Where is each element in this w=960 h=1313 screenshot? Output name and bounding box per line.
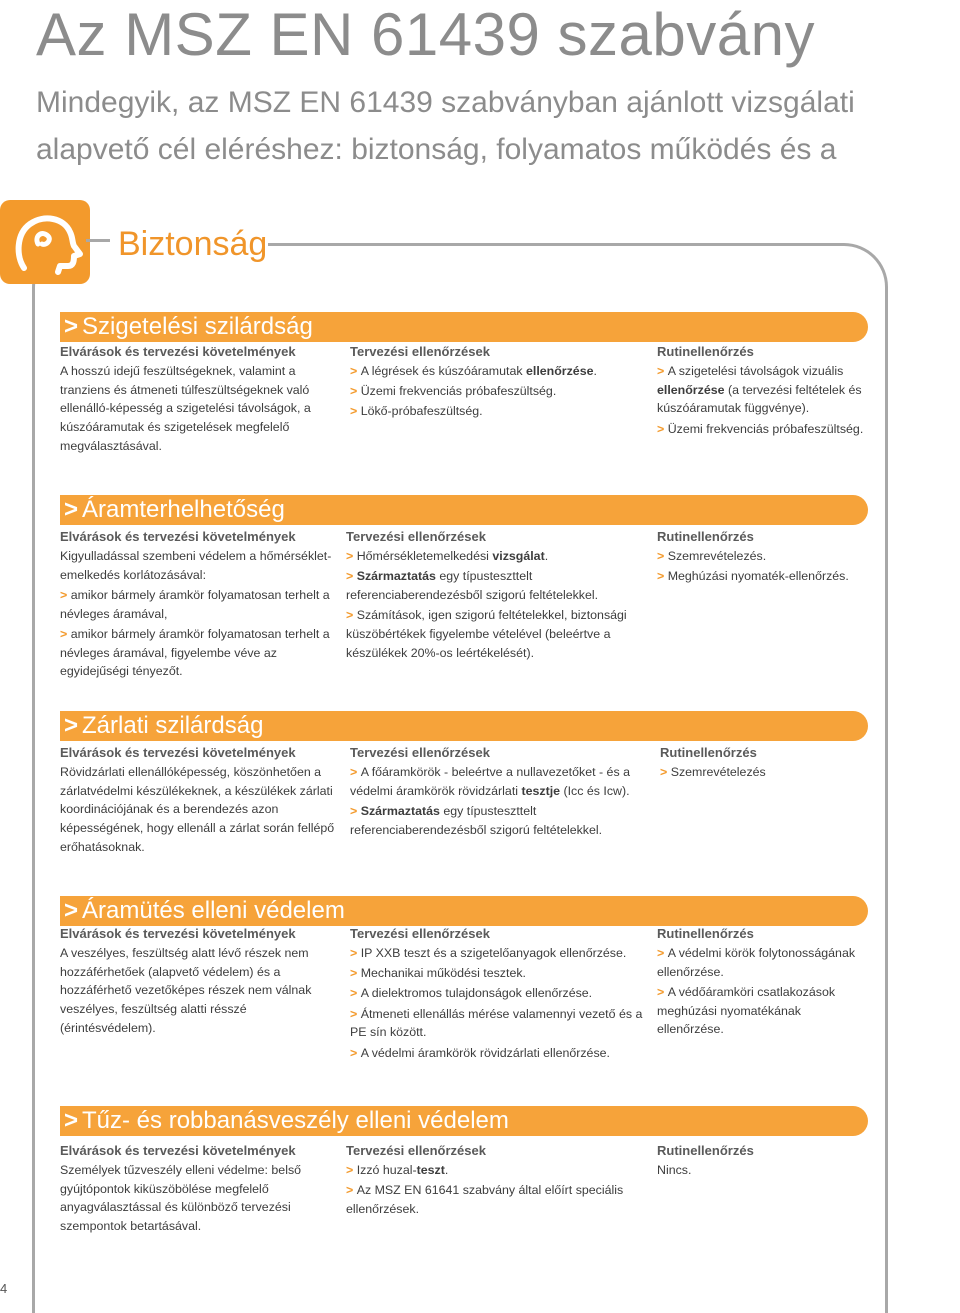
list-item [657, 362, 867, 418]
bullet-arrow: > [350, 404, 361, 419]
text-run: Üzemi frekvenciás próbafeszültség. [360, 384, 557, 399]
list-item [60, 625, 335, 681]
column-cell-2 [346, 547, 636, 664]
bullet-arrow: > [657, 984, 668, 999]
block-heading: Zárlati szilárdság [82, 712, 264, 739]
heading-arrow: > [64, 496, 79, 523]
column-cell-2 [350, 944, 650, 1064]
list-item [60, 547, 335, 584]
bullet-arrow: > [350, 803, 361, 818]
text-run: A veszélyes, feszültség alatt lévő részek nem hozzáférhetőek (alapvető védelem) és a hozzáférhető vezetőképes részek nem válnak veszélyes, feszültség alatti résszé (érintésvédelem). [60, 946, 312, 1035]
text-run: amikor bármely áramkör folyamatosan terhelt a névleges áramával, [60, 587, 330, 621]
column-header-2: Tervezési ellenőrzések [350, 344, 490, 359]
text-run: Nincs. [657, 1163, 692, 1177]
bullet-arrow: > [350, 986, 361, 1001]
bullet-arrow: > [657, 364, 668, 378]
text-run: (Icc és Icw). [560, 783, 630, 798]
text-run: . [593, 364, 597, 378]
column-header-3: Rutinellenőrzés [657, 1143, 754, 1158]
text-run: Személyek tűzveszély elleni védelme: belső gyújtópontok kiküszöbölése megfelelő anyagválasztással és különböző tervezési szempontok betartásával. [60, 1163, 302, 1234]
text-run: A védelmi áramkörök rövidzárlati ellenőrzése. [360, 1045, 610, 1060]
list-item [346, 1181, 636, 1218]
list-item [60, 586, 335, 623]
column-cell-3 [657, 547, 867, 587]
bullet-arrow: > [350, 765, 361, 779]
column-header-2: Tervezési ellenőrzések [346, 529, 486, 544]
bullet-arrow: > [657, 421, 668, 436]
bullet-arrow: > [657, 569, 668, 584]
text-run: A légrések és kúszóáramutak [360, 364, 526, 378]
text-run: Származtatás [360, 803, 440, 818]
column-header-2: Tervezési ellenőrzések [350, 745, 490, 760]
column-cell-3 [657, 362, 867, 440]
text-run: Lökő-próbafeszültség. [360, 404, 483, 419]
list-item [350, 944, 650, 963]
text-run: Szemrevételezés. [667, 549, 767, 563]
page-title: Az MSZ EN 61439 szabvány [36, 1, 816, 68]
column-header-3: Rutinellenőrzés [657, 926, 754, 941]
block-heading-bar [60, 495, 868, 525]
bullet-arrow: > [660, 765, 671, 779]
text-run: Rövidzárlati ellenállóképesség, köszönhetően a zárlatvédelmi készülékeknek, a készülékek zárlati koordinációjának és a berendezés azon képességének, hogy ellenáll a zárlat során fellépő erőhatásoknak. [60, 765, 335, 854]
text-run: Izzó huzal- [356, 1163, 417, 1177]
text-run: amikor bármely áramkör folyamatosan terhelt a névleges áramával, figyelembe véve az egyidejűségi tényezőt. [60, 626, 330, 679]
text-run: Átmeneti ellenállás mérése valamennyi vezető és a PE sín között. [350, 1006, 643, 1040]
list-item [346, 1161, 636, 1180]
block-heading: Tűz- és robbanásveszély elleni védelem [82, 1107, 509, 1134]
text-run: A hosszú idejű feszültségeknek, valamint a tranziens és átmeneti túlfeszültségeknek való ellenálló-képesség a szigetelési távolságok, a kúszóáramutak és szigetelések megfelelő megválasztásával. [60, 364, 311, 453]
lead-text-line-2: alapvető cél eléréshez: biztonság, folyamatos működés és a [36, 133, 837, 166]
list-item [657, 944, 857, 981]
list-item [660, 763, 870, 782]
text-run: Meghúzási nyomaték-ellenőrzés. [667, 569, 849, 584]
list-item [657, 567, 867, 586]
text-run: (a tervezési feltételek és kúszóáramutak függvénye). [657, 382, 862, 416]
list-item [60, 1161, 310, 1236]
block-heading-bar [60, 1106, 868, 1136]
column-header-2: Tervezési ellenőrzések [346, 1143, 486, 1158]
column-header-1: Elvárások és tervezési követelmények [60, 745, 296, 760]
column-header-3: Rutinellenőrzés [657, 529, 754, 544]
list-item [346, 606, 636, 662]
bullet-arrow: > [60, 587, 71, 602]
bullet-arrow: > [350, 1006, 361, 1021]
text-run: vizsgálat [492, 549, 545, 563]
heading-arrow: > [64, 897, 79, 924]
section-title: Biztonság [118, 225, 268, 263]
column-header-1: Elvárások és tervezési követelmények [60, 1143, 296, 1158]
list-item [657, 547, 867, 566]
column-header-1: Elvárások és tervezési követelmények [60, 344, 296, 359]
text-run: tesztje [521, 783, 561, 798]
list-item [657, 420, 867, 439]
text-run: A védőáramköri csatlakozások meghúzási nyomatékának ellenőrzése. [657, 984, 836, 1037]
list-item [350, 1005, 650, 1042]
column-cell-2 [346, 1161, 636, 1220]
text-run: Származtatás [356, 569, 436, 584]
text-run: Szemrevételezés [670, 765, 766, 779]
bullet-arrow: > [346, 608, 357, 623]
column-cell-1 [60, 362, 330, 457]
column-header-3: Rutinellenőrzés [657, 344, 754, 359]
block-heading: Szigetelési szilárdság [82, 313, 313, 340]
column-cell-2 [350, 362, 640, 423]
column-header-1: Elvárások és tervezési követelmények [60, 529, 296, 544]
page-number: 4 [0, 1281, 8, 1296]
block-heading-bar [60, 711, 868, 741]
column-header-2: Tervezési ellenőrzések [350, 926, 490, 941]
list-item [350, 763, 642, 800]
column-cell-1 [60, 763, 340, 858]
bullet-arrow: > [657, 549, 668, 563]
text-run: Kigyulladással szembeni védelem a hőmérséklet-emelkedés korlátozásával: [60, 549, 332, 582]
text-run: A főáramkörök - beleértve a nullavezetőket - és a védelmi áramkörök rövidzárlati [350, 765, 630, 798]
text-run: A szigetelési távolságok vizuális [667, 364, 844, 378]
bullet-arrow: > [350, 966, 361, 981]
block-heading: Áramütés elleni védelem [82, 897, 345, 924]
list-item [60, 944, 322, 1038]
column-cell-3 [660, 763, 870, 783]
list-item [657, 983, 857, 1039]
heading-arrow: > [64, 1107, 79, 1134]
block-heading-bar [60, 896, 868, 926]
list-item [346, 547, 636, 566]
bullet-arrow: > [350, 364, 361, 378]
text-run: egy típusteszttelt referenciaberendezésből szigorú feltételekkel. [346, 569, 599, 602]
column-cell-1 [60, 1161, 310, 1237]
list-item [350, 984, 650, 1003]
text-run: ellenőrzése [525, 364, 594, 378]
column-header-3: Rutinellenőrzés [660, 745, 757, 760]
text-run: Mechanikai működési tesztek. [360, 966, 526, 981]
text-run: ellenőrzése [657, 382, 725, 397]
list-item [350, 382, 640, 401]
list-item [350, 802, 642, 839]
text-run: teszt [416, 1163, 445, 1177]
block-heading: Áramterhelhetőség [82, 496, 285, 523]
text-run: egy típusteszttelt referenciaberendezésből szigorú feltételekkel. [350, 803, 603, 837]
bullet-arrow: > [657, 946, 668, 960]
column-header-1: Elvárások és tervezési követelmények [60, 926, 296, 941]
text-run: . [444, 1163, 449, 1177]
column-cell-3 [657, 1161, 867, 1181]
text-run: A védelmi körök folytonosságának ellenőrzése. [657, 946, 856, 979]
column-cell-1 [60, 944, 322, 1039]
text-run: A dielektromos tulajdonságok ellenőrzése. [360, 986, 593, 1001]
lead-text-line-1: Mindegyik, az MSZ EN 61439 szabványban ajánlott vizsgálati [36, 86, 855, 119]
text-run: Az MSZ EN 61641 szabvány által előírt speciális ellenőrzések. [346, 1183, 624, 1216]
text-run: . [544, 549, 549, 563]
head-icon [0, 200, 110, 284]
text-run: IP XXB teszt és a szigetelőanyagok ellenőrzése. [360, 946, 627, 960]
text-run: Hőmérsékletemelkedési [356, 549, 493, 563]
list-item [350, 1044, 650, 1063]
list-item [346, 567, 636, 604]
list-item [60, 763, 340, 857]
bullet-arrow: > [350, 1045, 361, 1060]
bullet-arrow: > [346, 549, 357, 563]
list-item [350, 402, 640, 421]
text-run: Számítások, igen szigorú feltételekkel, biztonsági küszöbértékek figyelembe vételével (beleértve a készülékek 20%-os leértékelését). [346, 608, 627, 660]
heading-arrow: > [64, 313, 79, 340]
bullet-arrow: > [350, 384, 361, 399]
list-item [350, 362, 640, 381]
list-item [350, 964, 650, 983]
heading-arrow: > [64, 712, 79, 739]
list-item [60, 362, 330, 456]
bullet-arrow: > [346, 569, 357, 584]
bullet-arrow: > [346, 1183, 357, 1198]
bullet-arrow: > [350, 946, 361, 960]
column-cell-2 [350, 763, 642, 841]
text-run: Üzemi frekvenciás próbafeszültség. [667, 421, 864, 436]
bullet-arrow: > [60, 626, 71, 641]
column-cell-3 [657, 944, 857, 1041]
block-heading-bar [60, 312, 868, 342]
column-cell-1 [60, 547, 335, 682]
bullet-arrow: > [346, 1163, 357, 1177]
list-item [657, 1161, 867, 1180]
